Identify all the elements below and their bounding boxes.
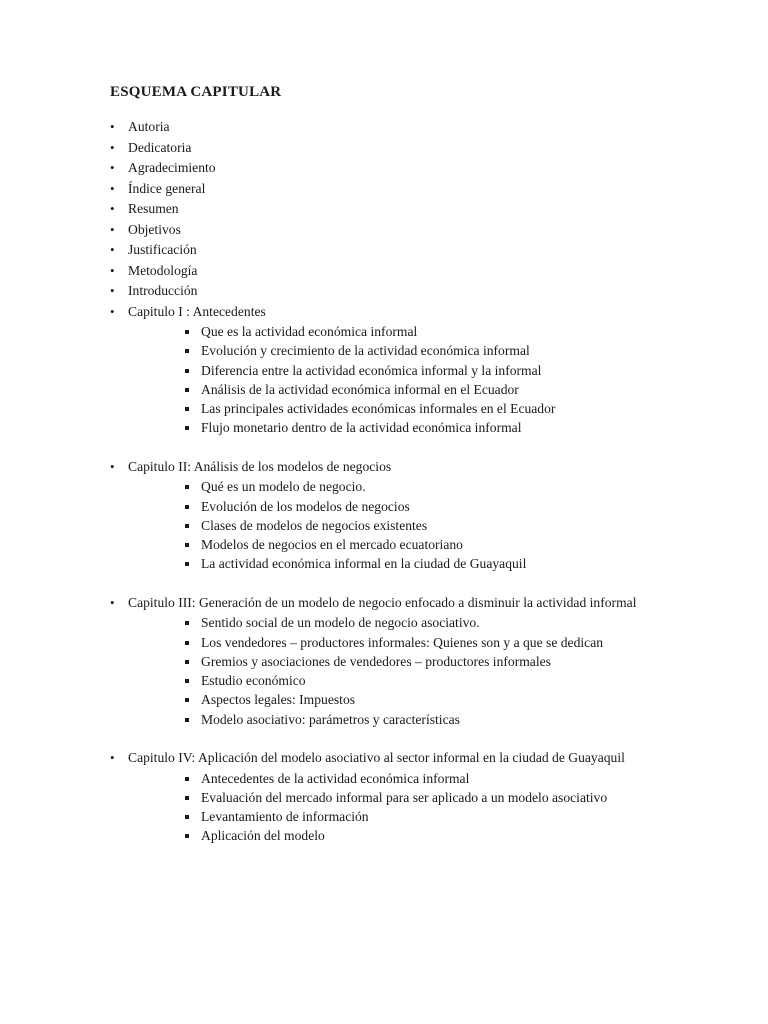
chapter-item: Levantamiento de información (128, 807, 670, 826)
chapter-heading: Capitulo II: Análisis de los modelos de negocios (128, 458, 392, 474)
front-item-autoria: • Autoria (110, 117, 670, 138)
chapter-3 (110, 593, 670, 729)
chapter-item: Que es la actividad económica informal (128, 322, 670, 341)
front-item-dedicatoria: • Dedicatoria (110, 138, 670, 159)
front-item-objetivos: • Objetivos (110, 220, 670, 241)
chapter-heading: Capitulo III: Generación de un modelo de negocio enfocado a disminuir la actividad informal (128, 594, 637, 610)
chapter-item: Qué es un modelo de negocio. (128, 477, 670, 496)
chapter-4 (110, 748, 670, 846)
chapter-item: Evolución de los modelos de negocios (128, 497, 670, 516)
front-item-introduccion: • Introducción (110, 281, 670, 302)
chapter-item: Gremios y asociaciones de vendedores – productores informales (128, 652, 670, 671)
front-item-justificacion: • Justificación (110, 240, 670, 261)
chapter-heading: Capitulo IV: Aplicación del modelo asociativo al sector informal en la ciudad de Guayaquil (128, 750, 625, 766)
front-item-metodologia: • Metodología (110, 261, 670, 282)
chapter-item: Antecedentes de la actividad económica informal (128, 769, 670, 788)
chapter-item: Evaluación del mercado informal para ser aplicado a un modelo asociativo (128, 788, 670, 807)
chapter-item: Análisis de la actividad económica informal en el Ecuador (128, 380, 670, 399)
outline-list (110, 117, 670, 846)
front-item-indice-general: • Índice general (110, 179, 670, 200)
chapter-item: Sentido social de un modelo de negocio asociativo. (128, 613, 670, 632)
chapter-item: Las principales actividades económicas informales en el Ecuador (128, 399, 670, 418)
chapter-item: Clases de modelos de negocios existentes (128, 516, 670, 535)
chapter-item: Aplicación del modelo (128, 826, 670, 845)
chapter-item: Modelos de negocios en el mercado ecuatoriano (128, 535, 670, 554)
chapter-item: Aspectos legales: Impuestos (128, 690, 670, 709)
chapter-1 (110, 302, 670, 438)
chapter-1-items (128, 322, 670, 438)
chapter-2 (110, 457, 670, 574)
chapter-item: Evolución y crecimiento de la actividad económica informal (128, 341, 670, 360)
front-item-agradecimiento: • Agradecimiento (110, 158, 670, 179)
document-title: ESQUEMA CAPITULAR (110, 84, 282, 100)
chapter-item: Los vendedores – productores informales: Quienes son y a que se dedican (128, 633, 670, 652)
chapter-item: La actividad económica informal en la ciudad de Guayaquil (128, 554, 670, 573)
front-item-resumen: • Resumen (110, 199, 670, 220)
chapter-2-items (128, 477, 670, 573)
chapter-item: Estudio económico (128, 671, 670, 690)
chapter-item: Diferencia entre la actividad económica informal y la informal (128, 361, 670, 380)
chapter-item: Modelo asociativo: parámetros y características (128, 710, 670, 729)
chapter-item: Flujo monetario dentro de la actividad económica informal (128, 418, 670, 437)
chapter-4-items (128, 769, 670, 846)
chapter-3-items (128, 613, 670, 729)
chapter-heading: Capitulo I : Antecedentes (128, 303, 266, 319)
